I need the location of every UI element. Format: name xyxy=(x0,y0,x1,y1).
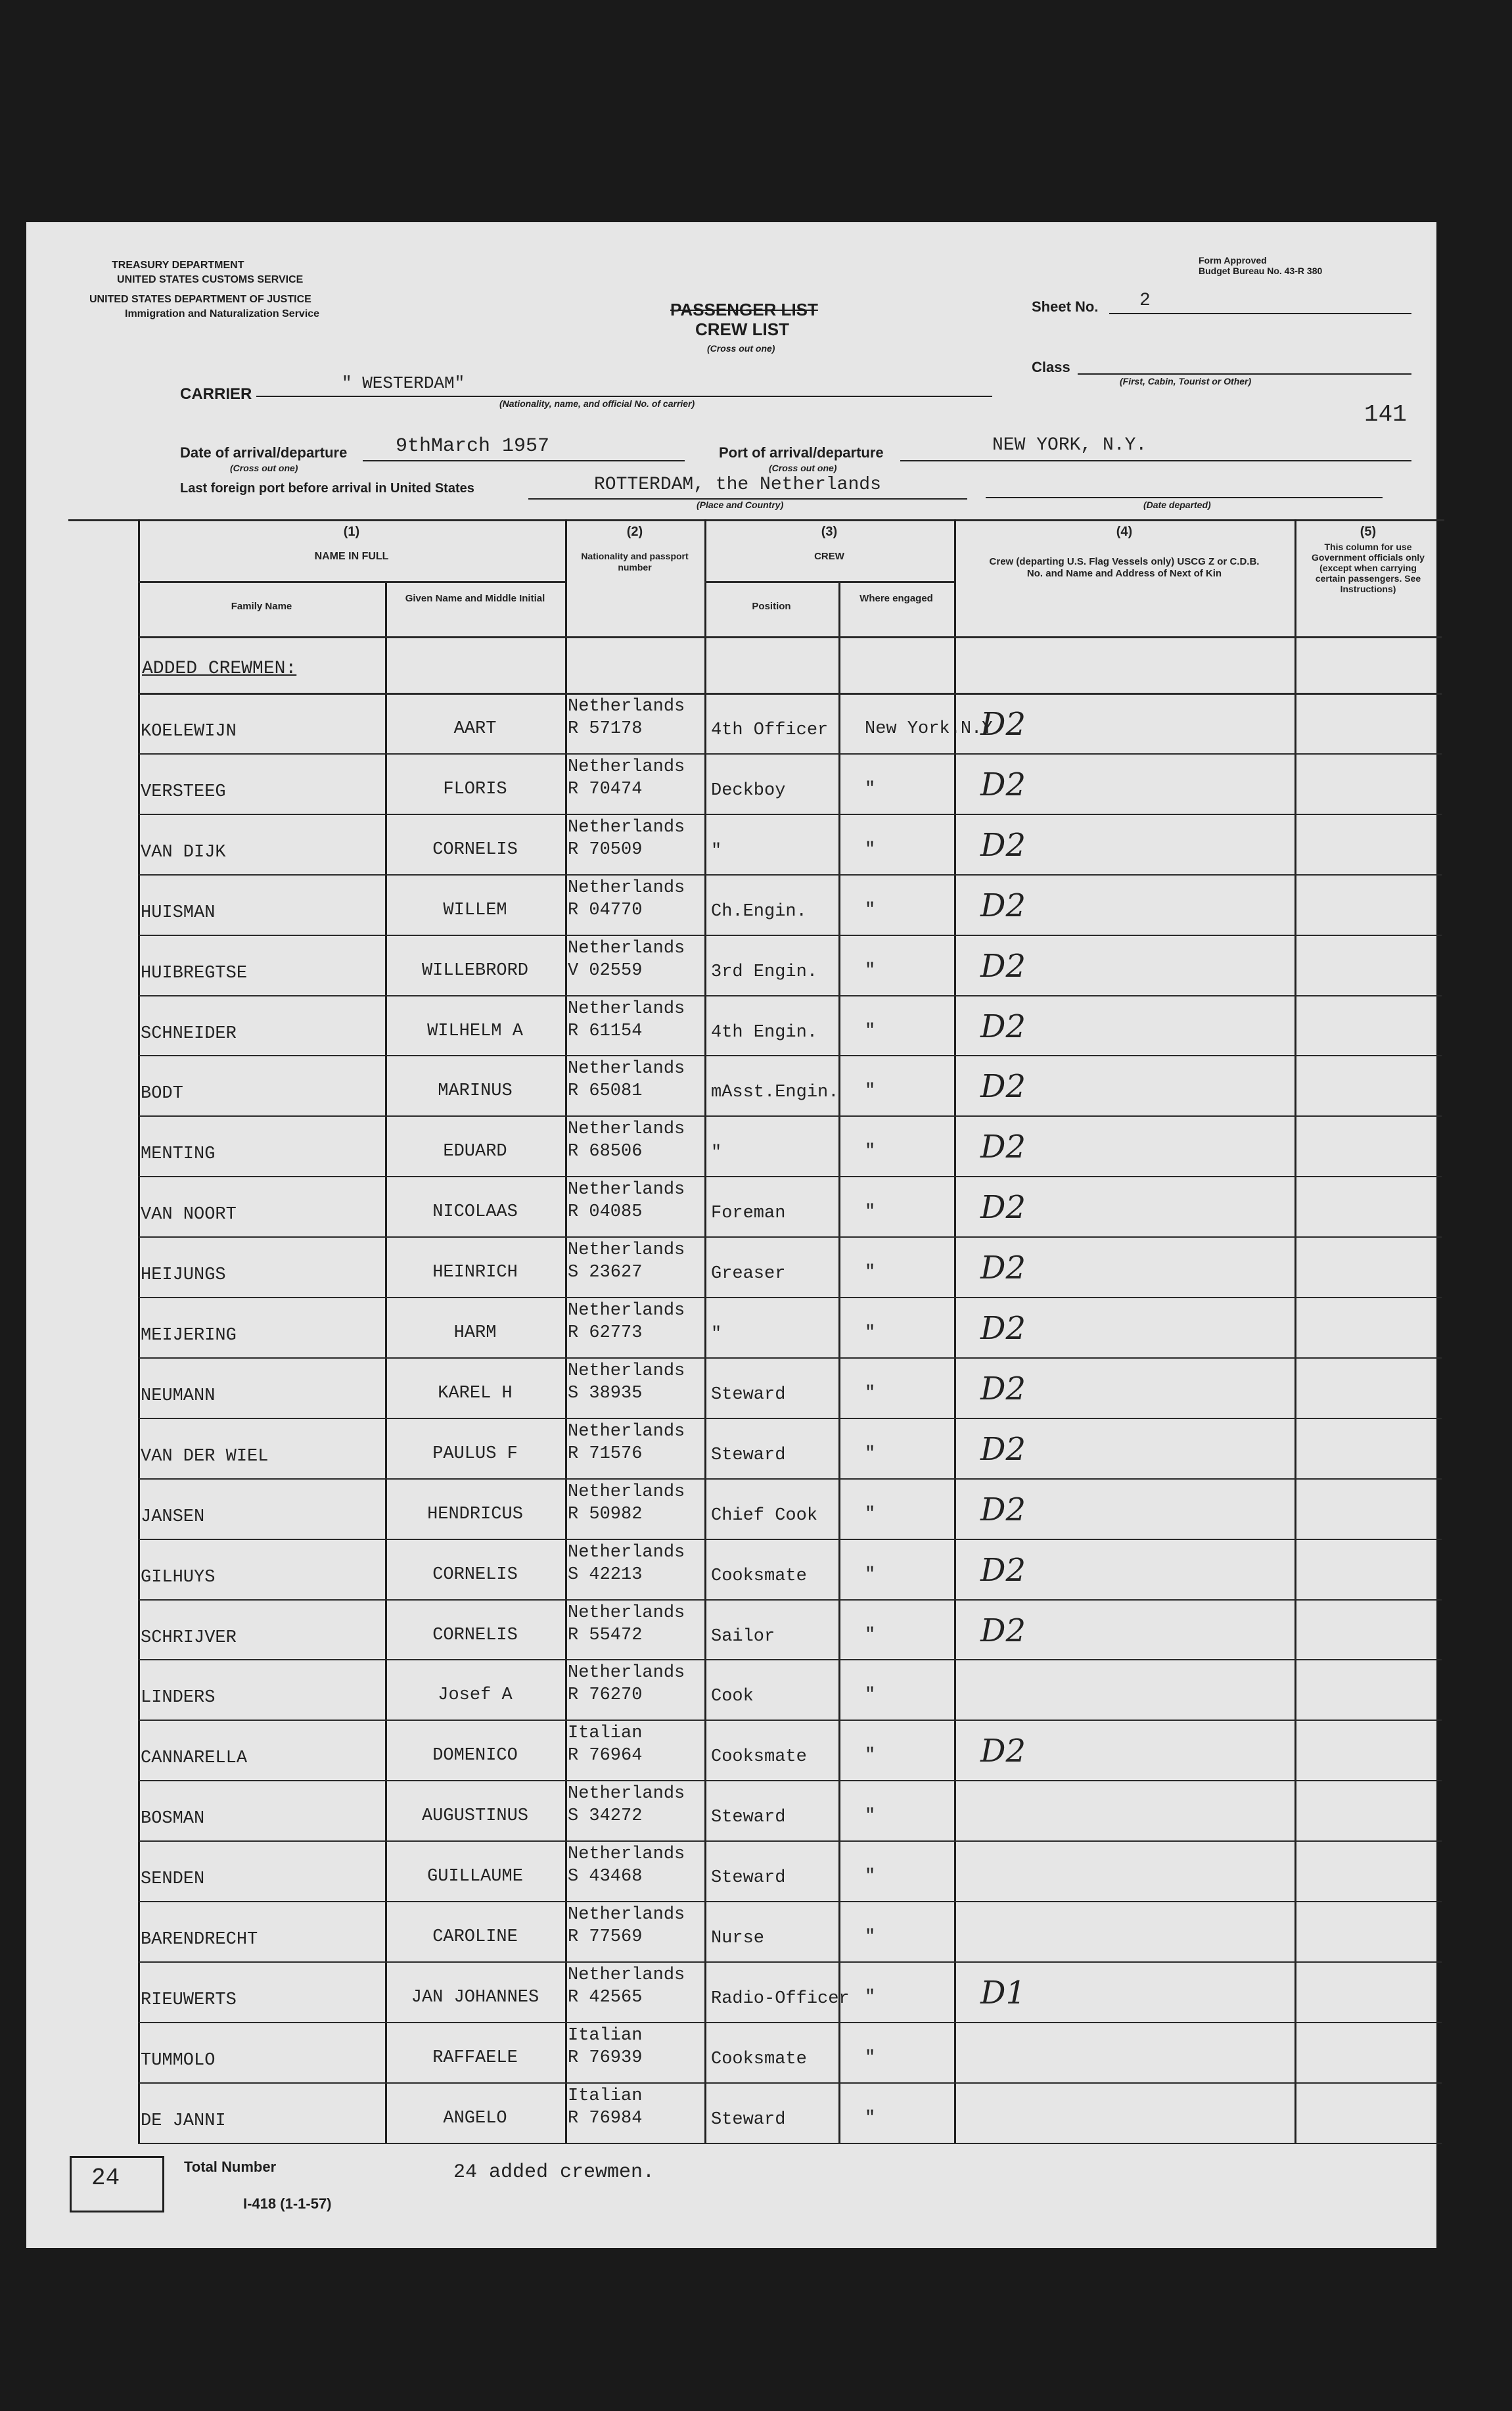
date-value: 9thMarch 1957 xyxy=(396,435,550,457)
passport-number: R 68506 xyxy=(568,1142,643,1162)
family-name: SCHRIJVER xyxy=(141,1627,237,1648)
date-departed-note: (Date departed) xyxy=(1143,500,1211,510)
family-name: KOELEWIJN xyxy=(141,722,237,741)
header-bottom-rule xyxy=(138,636,1442,638)
handwritten-mark: D2 xyxy=(980,826,1026,864)
crew-position: Steward xyxy=(711,2109,786,2130)
col2-title: Nationality and passport number xyxy=(581,551,689,573)
nationality: Netherlands xyxy=(568,1905,685,1925)
where-engaged: " xyxy=(865,1504,876,1524)
nationality: Netherlands xyxy=(568,1180,685,1200)
passport-number: R 76964 xyxy=(568,1746,643,1766)
passport-number: R 76939 xyxy=(568,2048,643,2068)
passport-number: R 04770 xyxy=(568,900,643,920)
crew-list-title: CREW LIST xyxy=(695,319,789,339)
family-name: BARENDRECHT xyxy=(141,1930,258,1950)
agency-line-4: Immigration and Naturalization Service xyxy=(125,308,320,319)
family-name: HUISMAN xyxy=(141,902,216,923)
table-top-rule xyxy=(68,519,1444,521)
nationality: Netherlands xyxy=(568,878,685,898)
nationality: Netherlands xyxy=(568,1603,685,1623)
port-label: Port of arrival/departure xyxy=(719,444,884,461)
row-rule xyxy=(138,2143,1442,2144)
crew-position: Chief Cook xyxy=(711,1505,818,1526)
crew-position: Foreman xyxy=(711,1204,786,1224)
family-name: RIEUWERTS xyxy=(141,1990,237,2010)
row-rule xyxy=(138,1176,1442,1177)
agency-line-3: UNITED STATES DEPARTMENT OF JUSTICE xyxy=(89,294,311,305)
handwritten-mark: D2 xyxy=(980,1068,1026,1106)
passport-number: R 71576 xyxy=(568,1443,643,1464)
given-name: CORNELIS xyxy=(432,1564,518,1585)
col2-number: (2) xyxy=(626,525,643,539)
col5-number: (5) xyxy=(1360,525,1377,539)
passport-number: R 62773 xyxy=(568,1323,643,1343)
given-name: KAREL H xyxy=(438,1383,513,1403)
nationality: Netherlands xyxy=(568,1240,685,1261)
crew-position: Ch.Engin. xyxy=(711,901,807,922)
row-rule xyxy=(138,1357,1442,1359)
row-rule xyxy=(138,1418,1442,1419)
carrier-label: CARRIER xyxy=(180,385,252,403)
given-name: EDUARD xyxy=(443,1142,507,1162)
nationality: Italian xyxy=(568,1723,643,1744)
nationality: Netherlands xyxy=(568,1361,685,1381)
where-engaged: " xyxy=(865,1927,876,1947)
where-engaged: " xyxy=(865,1443,876,1464)
section-label: ADDED CREWMEN: xyxy=(142,659,297,679)
row-rule xyxy=(138,1236,1442,1238)
where-engaged: " xyxy=(865,1142,876,1162)
given-name: PAULUS F xyxy=(432,1443,518,1464)
given-name: AUGUSTINUS xyxy=(421,1806,529,1827)
passport-number: R 50982 xyxy=(568,1504,643,1524)
nationality: Netherlands xyxy=(568,1119,685,1140)
carrier-value: " WESTERDAM" xyxy=(342,373,465,393)
where-engaged: " xyxy=(865,2108,876,2128)
row-rule xyxy=(138,1901,1442,1902)
section-rule xyxy=(138,693,1442,695)
crew-position: mAsst.Engin. xyxy=(711,1083,839,1103)
crew-position: " xyxy=(711,1143,722,1163)
family-name: VERSTEEG xyxy=(141,782,226,802)
family-name: LINDERS xyxy=(141,1688,216,1708)
family-name: MENTING xyxy=(141,1144,216,1165)
row-rule xyxy=(138,1599,1442,1601)
given-name: CORNELIS xyxy=(432,1625,518,1645)
given-name: NICOLAAS xyxy=(432,1202,518,1223)
where-engaged: " xyxy=(865,1685,876,1706)
where-engaged: " xyxy=(865,1263,876,1283)
crew-position: Cooksmate xyxy=(711,1747,807,1767)
where-engaged: " xyxy=(865,1202,876,1223)
page-number: 141 xyxy=(1364,401,1407,428)
handwritten-mark: D2 xyxy=(980,766,1026,803)
crew-position: Deckboy xyxy=(711,780,786,801)
passport-number: V 02559 xyxy=(568,960,643,981)
family-name: VAN NOORT xyxy=(141,1205,237,1225)
column-divider xyxy=(138,519,140,2143)
family-name: MEIJERING xyxy=(141,1326,237,1346)
row-rule xyxy=(138,1115,1442,1117)
given-name: AART xyxy=(453,719,497,739)
last-port-value: ROTTERDAM, the Netherlands xyxy=(594,475,881,495)
handwritten-mark: D2 xyxy=(980,1491,1026,1528)
handwritten-mark: D2 xyxy=(980,1250,1026,1287)
title-note: (Cross out one) xyxy=(707,343,775,354)
nationality: Netherlands xyxy=(568,817,685,837)
passport-number: S 34272 xyxy=(568,1806,643,1827)
handwritten-mark: D2 xyxy=(980,1370,1026,1407)
where-engaged: " xyxy=(865,1625,876,1645)
header-rule xyxy=(704,581,954,583)
column-divider xyxy=(704,519,706,2143)
row-rule xyxy=(138,1478,1442,1480)
family-name: HEIJUNGS xyxy=(141,1265,226,1286)
date-note: (Cross out one) xyxy=(230,463,298,473)
where-engaged: " xyxy=(865,1383,876,1403)
handwritten-mark: D2 xyxy=(980,1189,1026,1227)
nationality: Netherlands xyxy=(568,1301,685,1321)
family-name: SCHNEIDER xyxy=(141,1023,237,1044)
row-rule xyxy=(138,1659,1442,1660)
where-engaged: " xyxy=(865,1746,876,1766)
nationality: Netherlands xyxy=(568,697,685,716)
given-name: RAFFAELE xyxy=(432,2048,518,2068)
row-rule xyxy=(138,1961,1442,1963)
crew-position: Steward xyxy=(711,1384,786,1405)
passport-number: R 61154 xyxy=(568,1021,643,1041)
handwritten-mark: D2 xyxy=(980,947,1026,985)
given-name: Josef A xyxy=(438,1685,513,1706)
handwritten-mark: D2 xyxy=(980,1733,1026,1770)
crew-position: 4th Engin. xyxy=(711,1022,818,1042)
date-departed-field xyxy=(986,475,1383,498)
sheet-value-line xyxy=(1109,291,1411,314)
family-name: HUIBREGTSE xyxy=(141,963,248,983)
form-approved: Form Approved xyxy=(1199,255,1267,266)
family-name: SENDEN xyxy=(141,1869,205,1890)
crew-position: Cooksmate xyxy=(711,2049,807,2069)
crew-position: Steward xyxy=(711,1808,786,1828)
family-name: GILHUYS xyxy=(141,1567,216,1587)
passport-number: R 42565 xyxy=(568,1987,643,2007)
column-divider xyxy=(954,581,955,2143)
column-divider xyxy=(838,581,840,2143)
crew-position: Steward xyxy=(711,1868,786,1888)
nationality: Netherlands xyxy=(568,1542,685,1562)
given-name: WILLEBRORD xyxy=(421,960,529,981)
given-name: HARM xyxy=(453,1323,497,1343)
handwritten-mark: D2 xyxy=(980,1612,1026,1649)
row-rule xyxy=(138,1720,1442,1721)
agency-line-2: UNITED STATES CUSTOMS SERVICE xyxy=(117,274,304,285)
where-engaged: " xyxy=(865,900,876,920)
passport-number: R 76984 xyxy=(568,2108,643,2128)
family-name-header: Family Name xyxy=(231,601,292,612)
handwritten-mark: D2 xyxy=(980,1551,1026,1589)
column-divider xyxy=(385,581,387,2143)
where-engaged: " xyxy=(865,1081,876,1102)
row-rule xyxy=(138,1297,1442,1298)
passport-number: R 76270 xyxy=(568,1685,643,1706)
port-value: NEW YORK, N.Y. xyxy=(992,435,1147,456)
class-label: Class xyxy=(1032,359,1070,375)
total-box-value: 24 xyxy=(91,2165,120,2191)
nationality: Netherlands xyxy=(568,1784,685,1804)
class-field xyxy=(1078,354,1411,375)
crew-position: Cook xyxy=(711,1687,754,1707)
col5-title: This column for use Government officials only (except when carrying certain passengers. See Instructions) xyxy=(1312,542,1425,594)
row-rule xyxy=(138,753,1442,755)
header-rule xyxy=(138,581,565,583)
row-rule xyxy=(138,935,1442,936)
col3-title: CREW xyxy=(814,551,844,562)
nationality: Netherlands xyxy=(568,1965,685,1985)
row-rule xyxy=(138,2082,1442,2084)
given-name: CAROLINE xyxy=(432,1927,518,1947)
carrier-field xyxy=(256,371,992,397)
port-note: (Cross out one) xyxy=(769,463,837,473)
col3-number: (3) xyxy=(821,525,838,539)
carrier-note: (Nationality, name, and official No. of carrier) xyxy=(499,398,695,409)
handwritten-mark: D2 xyxy=(980,1310,1026,1347)
family-name: BOSMAN xyxy=(141,1809,205,1829)
where-engaged: " xyxy=(865,1323,876,1343)
where-engaged: " xyxy=(865,1564,876,1585)
where-engaged: " xyxy=(865,779,876,799)
crew-position: 4th Officer xyxy=(711,720,829,740)
nationality: Netherlands xyxy=(568,998,685,1019)
date-label: Date of arrival/departure xyxy=(180,444,348,461)
handwritten-mark: D2 xyxy=(980,1430,1026,1468)
total-label: Total Number xyxy=(184,2159,277,2175)
where-engaged: " xyxy=(865,839,876,860)
family-name: BODT xyxy=(141,1084,183,1104)
where-engaged: New York.N.Y xyxy=(865,719,993,739)
family-name: TUMMOLO xyxy=(141,2050,216,2071)
given-name: GUILLAUME xyxy=(427,1867,523,1887)
row-rule xyxy=(138,1840,1442,1842)
document-sheet xyxy=(26,222,1436,2248)
given-name: WILLEM xyxy=(443,900,507,920)
where-engaged: " xyxy=(865,960,876,981)
port-field xyxy=(900,435,1411,461)
passport-number: S 23627 xyxy=(568,1263,643,1283)
nationality: Italian xyxy=(568,2025,643,2046)
passport-number: R 70509 xyxy=(568,839,643,860)
column-divider xyxy=(565,519,567,2143)
handwritten-mark: D2 xyxy=(980,706,1026,743)
passport-number: R 55472 xyxy=(568,1625,643,1645)
col4-title: Crew (departing U.S. Flag Vessels only) USCG Z or C.D.B. No. and Name and Address of Next of Kin xyxy=(989,556,1260,579)
passenger-list-title: PASSENGER LIST xyxy=(670,300,818,319)
last-port-label: Last foreign port before arrival in United States xyxy=(180,481,474,496)
family-name: DE JANNI xyxy=(141,2111,226,2131)
given-name: ANGELO xyxy=(443,2108,507,2128)
given-name: HEINRICH xyxy=(432,1263,518,1283)
row-rule xyxy=(138,814,1442,815)
date-field xyxy=(363,435,685,461)
handwritten-mark: D2 xyxy=(980,1008,1026,1045)
crew-position: " xyxy=(711,1324,722,1344)
where-engaged: " xyxy=(865,1021,876,1041)
row-rule xyxy=(138,2022,1442,2023)
crew-position: Steward xyxy=(711,1445,786,1465)
class-note: (First, Cabin, Tourist or Other) xyxy=(1120,376,1252,386)
budget-bureau: Budget Bureau No. 43-R 380 xyxy=(1199,266,1323,276)
total-text: 24 added crewmen. xyxy=(453,2161,655,2184)
family-name: VAN DIJK xyxy=(141,842,226,862)
sheet-value: 2 xyxy=(1139,291,1151,311)
row-rule xyxy=(138,1780,1442,1781)
nationality: Italian xyxy=(568,2086,643,2106)
family-name: VAN DER WIEL xyxy=(141,1446,269,1466)
crew-position: 3rd Engin. xyxy=(711,962,818,982)
passport-number: S 42213 xyxy=(568,1564,643,1585)
nationality: Netherlands xyxy=(568,1663,685,1683)
form-id: I-418 (1-1-57) xyxy=(243,2195,332,2212)
row-rule xyxy=(138,1539,1442,1540)
given-name: WILHELM A xyxy=(427,1021,523,1041)
total-box xyxy=(70,2156,164,2212)
last-port-note: (Place and Country) xyxy=(697,500,784,510)
handwritten-mark: D2 xyxy=(980,1129,1026,1166)
where-engaged: " xyxy=(865,2048,876,2068)
row-rule xyxy=(138,874,1442,876)
col1-number: (1) xyxy=(343,525,360,539)
crew-position: Nurse xyxy=(711,1929,765,1948)
where-engaged-header: Where engaged xyxy=(859,593,933,604)
handwritten-mark: D1 xyxy=(980,1974,1026,2011)
nationality: Netherlands xyxy=(568,1421,685,1441)
passport-number: R 57178 xyxy=(568,719,643,739)
family-name: JANSEN xyxy=(141,1507,205,1527)
passport-number: S 43468 xyxy=(568,1867,643,1887)
crew-position: Greaser xyxy=(711,1264,786,1284)
passport-number: R 77569 xyxy=(568,1927,643,1947)
family-name: NEUMANN xyxy=(141,1386,216,1406)
given-name: FLORIS xyxy=(443,779,507,799)
position-header: Position xyxy=(752,601,791,612)
row-rule xyxy=(138,995,1442,996)
where-engaged: " xyxy=(865,1806,876,1827)
passport-number: R 65081 xyxy=(568,1081,643,1102)
given-name-header: Given Name and Middle Initial xyxy=(405,593,545,604)
crew-position: " xyxy=(711,841,722,861)
agency-line-1: TREASURY DEPARTMENT xyxy=(112,260,244,271)
given-name: CORNELIS xyxy=(432,839,518,860)
row-rule xyxy=(138,1055,1442,1056)
crew-position: Sailor xyxy=(711,1626,775,1647)
col1-title: NAME IN FULL xyxy=(314,551,389,562)
given-name: HENDRICUS xyxy=(427,1504,523,1524)
crew-position: Cooksmate xyxy=(711,1566,807,1586)
given-name: JAN JOHANNES xyxy=(411,1987,539,2007)
handwritten-mark: D2 xyxy=(980,887,1026,924)
passport-number: R 70474 xyxy=(568,779,643,799)
nationality: Netherlands xyxy=(568,1059,685,1079)
col4-number: (4) xyxy=(1116,525,1133,539)
where-engaged: " xyxy=(865,1987,876,2007)
passport-number: S 38935 xyxy=(568,1383,643,1403)
column-divider xyxy=(1294,519,1296,2143)
passport-number: R 04085 xyxy=(568,1202,643,1223)
where-engaged: " xyxy=(865,1867,876,1887)
crew-position: Radio-Officer xyxy=(711,1988,850,2009)
sheet-label: Sheet No. xyxy=(1032,298,1099,315)
nationality: Netherlands xyxy=(568,1482,685,1502)
given-name: MARINUS xyxy=(438,1081,513,1102)
given-name: DOMENICO xyxy=(432,1746,518,1766)
nationality: Netherlands xyxy=(568,1844,685,1865)
family-name: CANNARELLA xyxy=(141,1748,248,1769)
nationality: Netherlands xyxy=(568,757,685,777)
last-port-field xyxy=(528,475,967,500)
nationality: Netherlands xyxy=(568,938,685,958)
